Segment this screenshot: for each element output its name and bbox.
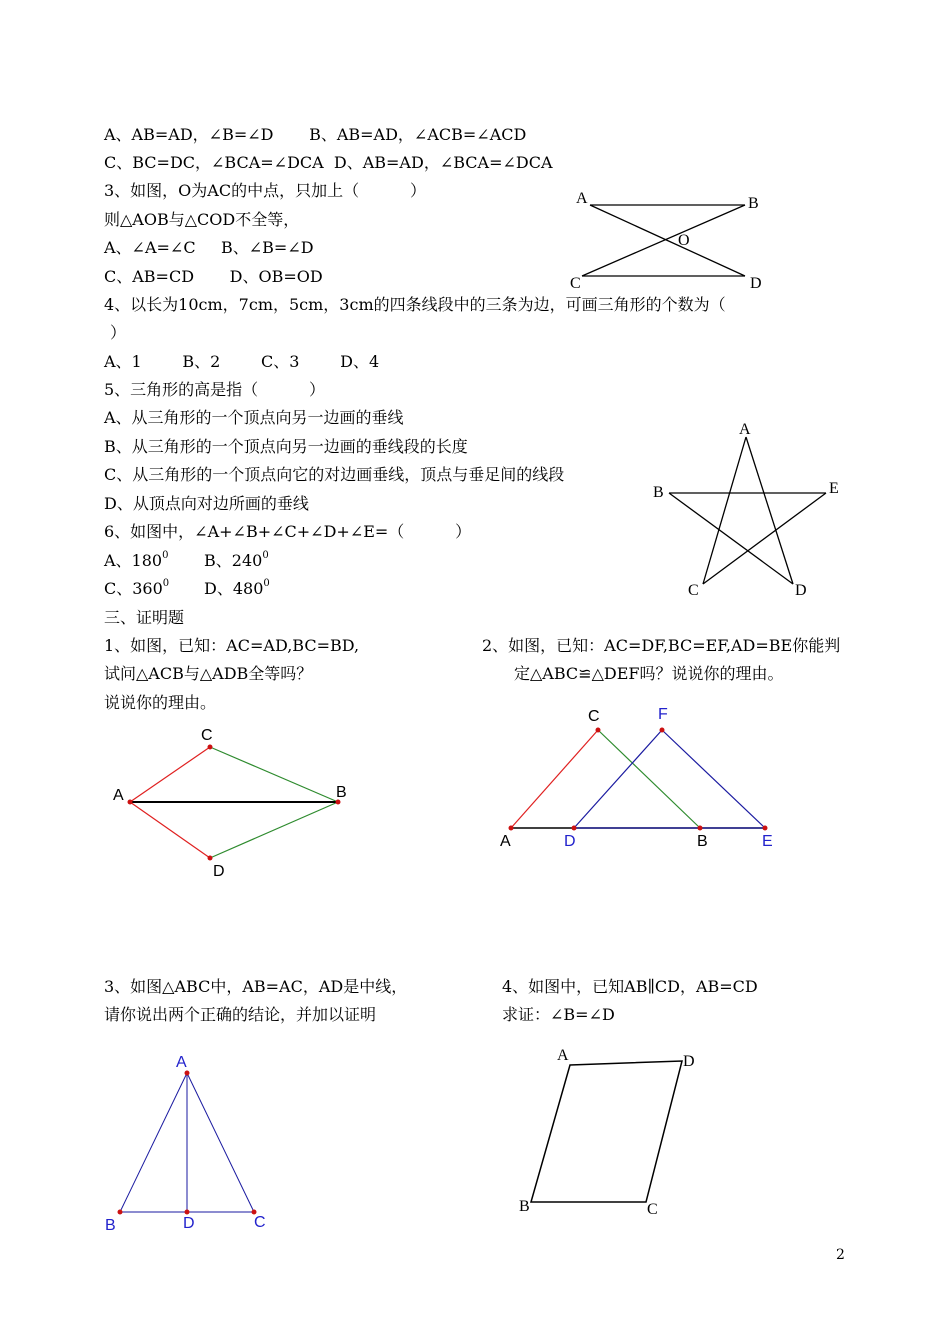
label-d: D xyxy=(564,833,576,850)
label-a: A xyxy=(739,421,751,438)
q5-stem: 5、三角形的高是指（ ） xyxy=(104,380,326,399)
label-c: C xyxy=(688,582,699,599)
proof4-line2: 求证：∠B=∠D xyxy=(502,1005,615,1024)
label-c: C xyxy=(254,1214,266,1231)
proof1-line2: 试问△ACB与△ADB全等吗？ xyxy=(104,664,313,683)
label-e: E xyxy=(762,833,773,850)
q5-option-d: D、从顶点向对边所画的垂线 xyxy=(104,494,309,513)
label-c: C xyxy=(570,275,581,292)
label-d: D xyxy=(213,863,225,880)
q6-option-a: A、$180^0$ xyxy=(104,550,169,570)
q6-option-b: B、$240^0$ xyxy=(204,550,269,570)
label-d: D xyxy=(683,1053,695,1070)
label-c: C xyxy=(201,727,213,744)
label-b: B xyxy=(105,1217,116,1234)
label-c: C xyxy=(647,1201,658,1218)
label-d: D xyxy=(750,275,762,292)
label-b: B xyxy=(653,484,664,501)
label-a: A xyxy=(576,190,588,207)
q3-stem: 3、如图，O为AC的中点，只加上（ ） xyxy=(104,181,426,200)
label-a: A xyxy=(176,1054,187,1071)
q4-stem: 4、以长为10cm，7cm，5cm，3cm的四条线段中的三条为边，可画三角形的个数为（ xyxy=(104,295,726,314)
label-d: D xyxy=(795,582,807,599)
label-b: B xyxy=(336,784,347,801)
proof1-line1: 1、如图，已知：AC=AD,BC=BD, xyxy=(104,636,360,655)
label-d: D xyxy=(183,1215,195,1232)
q4-options: A、1 B、2 C、3 D、4 xyxy=(104,352,380,371)
q3-options-row2: C、AB=CD D、OB=OD xyxy=(104,267,323,286)
label-a: A xyxy=(557,1047,569,1064)
q5-option-b: B、从三角形的一个顶点向另一边画的垂线段的长度 xyxy=(104,437,468,456)
label-a: A xyxy=(113,787,124,804)
label-o: O xyxy=(678,232,690,249)
proof2-line2: 定△ABC≌△DEF吗？说说你的理由。 xyxy=(514,664,784,683)
section-title-proof: 三、证明题 xyxy=(104,608,185,627)
q6-option-c: C、$360^0$ xyxy=(104,578,170,598)
label-e: E xyxy=(829,480,839,497)
label-f: F xyxy=(658,706,668,723)
q6-option-d: D、$480^0$ xyxy=(204,578,270,598)
proof1-line3: 说说你的理由。 xyxy=(104,693,217,712)
q2-options-row1: A、AB=AD，∠B=∠D B、AB=AD，∠ACB=∠ACD xyxy=(104,125,527,144)
q5-option-c: C、从三角形的一个顶点向它的对边画垂线，顶点与垂足间的线段 xyxy=(104,465,565,484)
q2-options-row2: C、BC=DC，∠BCA=∠DCA D、AB=AD，∠BCA=∠DCA xyxy=(104,153,553,172)
proof2-line1: 2、如图，已知：AC=DF,BC=EF,AD=BE你能判 xyxy=(482,636,841,655)
proof3-line1: 3、如图△ABC中，AB=AC，AD是中线， xyxy=(104,977,408,996)
q5-option-a: A、从三角形的一个顶点向另一边画的垂线 xyxy=(104,408,404,427)
q4-stem-2: ） xyxy=(110,323,127,342)
q6-stem: 6、如图中，∠A+∠B+∠C+∠D+∠E=（ ） xyxy=(104,522,472,541)
label-b: B xyxy=(519,1198,530,1215)
label-b: B xyxy=(748,195,759,212)
page-number: 2 xyxy=(836,1247,845,1263)
proof3-line2: 请你说出两个正确的结论，并加以证明 xyxy=(104,1005,377,1024)
label-c: C xyxy=(588,708,600,725)
q3-stem-2: 则△AOB与△COD不全等， xyxy=(104,210,300,229)
label-a: A xyxy=(500,833,511,850)
label-b: B xyxy=(697,833,708,850)
q3-options-row1: A、∠A=∠C B、∠B=∠D xyxy=(104,238,314,257)
proof4-line1: 4、如图中，已知AB∥CD，AB=CD xyxy=(502,977,758,996)
